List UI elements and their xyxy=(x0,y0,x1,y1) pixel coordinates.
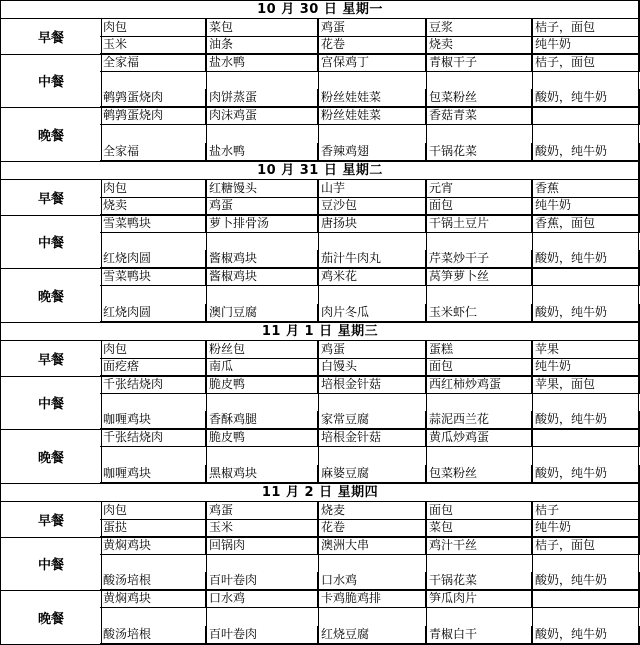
menu-cell: 油条 xyxy=(206,36,318,53)
meal-label-breakfast: 早餐 xyxy=(0,19,102,54)
menu-cell: 干锅花菜 xyxy=(426,143,532,160)
menu-cell: 花卷 xyxy=(318,519,426,536)
column-divider xyxy=(426,19,427,54)
column-divider xyxy=(206,537,207,590)
row-divider xyxy=(100,393,640,394)
menu-cell: 粉丝娃娃菜 xyxy=(318,89,426,106)
menu-cell: 酸奶，纯牛奶 xyxy=(532,465,640,482)
menu-cell: 肉饼蒸蛋 xyxy=(206,89,318,106)
menu-cell: 香菇青菜 xyxy=(426,107,532,124)
column-divider xyxy=(318,268,319,322)
menu-cell: 面包 xyxy=(426,358,532,375)
column-divider xyxy=(206,502,207,537)
menu-cell: 咖喱鸡块 xyxy=(100,411,206,428)
menu-cell: 面包 xyxy=(426,502,532,519)
meal-label-dinner: 晚餐 xyxy=(0,590,102,644)
menu-cell: 鸡汁干丝 xyxy=(426,537,532,554)
menu-cell: 酸奶，纯牛奶 xyxy=(532,411,640,428)
menu-cell: 萝卜排骨汤 xyxy=(206,215,318,232)
meal-label-breakfast: 早餐 xyxy=(0,341,102,376)
meal-label-dinner: 晚餐 xyxy=(0,107,102,161)
menu-cell: 酱椒鸡块 xyxy=(206,268,318,285)
column-divider xyxy=(206,107,207,161)
column-divider xyxy=(426,268,427,322)
menu-cell: 鸡蛋 xyxy=(206,197,318,214)
menu-cell: 玉米 xyxy=(206,519,318,536)
menu-cell: 纯牛奶 xyxy=(532,197,640,214)
column-divider xyxy=(206,19,207,54)
column-divider xyxy=(318,502,319,537)
menu-cell: 澳门豆腐 xyxy=(206,304,318,321)
menu-cell: 桔子，面包 xyxy=(532,537,640,554)
column-divider xyxy=(532,215,533,268)
column-divider xyxy=(318,429,319,483)
menu-cell: 豆浆 xyxy=(426,19,532,36)
menu-cell: 肉包 xyxy=(100,341,206,358)
column-divider xyxy=(426,107,427,161)
menu-cell: 芹菜炒干子 xyxy=(426,250,532,267)
meal-label-dinner: 晚餐 xyxy=(0,268,102,322)
menu-cell: 蛋糕 xyxy=(426,341,532,358)
column-divider xyxy=(318,107,319,161)
menu-cell: 黑椒鸡块 xyxy=(206,465,318,482)
meal-label-breakfast: 早餐 xyxy=(0,502,102,537)
column-divider xyxy=(206,341,207,376)
menu-cell: 千张结烧肉 xyxy=(100,429,206,446)
row-divider xyxy=(100,71,640,72)
menu-cell: 花卷 xyxy=(318,36,426,53)
row-divider xyxy=(100,607,640,608)
column-divider xyxy=(532,54,533,107)
column-divider xyxy=(318,537,319,590)
menu-cell: 酸奶，纯牛奶 xyxy=(532,572,640,589)
menu-cell: 百叶卷肉 xyxy=(206,572,318,589)
menu-cell: 培根金针菇 xyxy=(318,376,426,393)
menu-cell: 纯牛奶 xyxy=(532,358,640,375)
menu-cell: 肉沫鸡蛋 xyxy=(206,107,318,124)
column-divider xyxy=(532,107,533,161)
menu-cell: 鹌鹑蛋烧肉 xyxy=(100,89,206,106)
menu-cell: 白馒头 xyxy=(318,358,426,375)
menu-cell: 香蕉 xyxy=(532,180,640,197)
menu-cell: 酱椒鸡块 xyxy=(206,250,318,267)
menu-cell xyxy=(532,268,640,285)
row-divider xyxy=(100,232,640,233)
menu-cell: 盐水鸭 xyxy=(206,143,318,160)
menu-cell: 全家福 xyxy=(100,54,206,71)
column-divider xyxy=(426,54,427,107)
table-right-border xyxy=(638,0,639,644)
menu-cell: 黄瓜炒鸡蛋 xyxy=(426,429,532,446)
menu-cell: 豆沙包 xyxy=(318,197,426,214)
menu-cell: 唐扬块 xyxy=(318,215,426,232)
menu-cell: 全家福 xyxy=(100,143,206,160)
menu-cell: 黄焖鸡块 xyxy=(100,590,206,607)
menu-cell: 笋瓜肉片 xyxy=(426,590,532,607)
day-heading-wed: 11 月 1 日 星期三 xyxy=(0,322,640,341)
menu-cell: 培根金针菇 xyxy=(318,429,426,446)
menu-cell: 酸奶，纯牛奶 xyxy=(532,250,640,267)
menu-cell: 玉米虾仁 xyxy=(426,304,532,321)
menu-cell: 酸奶，纯牛奶 xyxy=(532,89,640,106)
menu-cell: 桔子，面包 xyxy=(532,54,640,71)
menu-cell: 西红柿炒鸡蛋 xyxy=(426,376,532,393)
menu-cell: 面包 xyxy=(426,197,532,214)
column-divider xyxy=(532,19,533,54)
menu-cell: 雪菜鸭块 xyxy=(100,215,206,232)
menu-cell: 香辣鸡翅 xyxy=(318,143,426,160)
menu-cell: 青椒白干 xyxy=(426,626,532,643)
menu-cell: 咖喱鸡块 xyxy=(100,465,206,482)
column-divider xyxy=(426,429,427,483)
menu-cell: 红烧肉圆 xyxy=(100,250,206,267)
menu-cell: 桔子 xyxy=(532,502,640,519)
column-divider xyxy=(426,376,427,429)
menu-cell: 脆皮鸭 xyxy=(206,429,318,446)
menu-cell: 家常豆腐 xyxy=(318,411,426,428)
menu-cell: 莴笋萝卜丝 xyxy=(426,268,532,285)
menu-cell: 宫保鸡丁 xyxy=(318,54,426,71)
menu-cell: 口水鸡 xyxy=(206,590,318,607)
menu-cell: 澳洲大串 xyxy=(318,537,426,554)
menu-cell: 千张结烧肉 xyxy=(100,376,206,393)
menu-cell: 鹌鹑蛋烧肉 xyxy=(100,107,206,124)
column-divider xyxy=(206,180,207,215)
menu-cell: 红糖馒头 xyxy=(206,180,318,197)
column-divider xyxy=(532,502,533,537)
menu-cell: 红烧豆腐 xyxy=(318,626,426,643)
row-divider xyxy=(100,554,640,555)
column-divider xyxy=(206,215,207,268)
column-divider xyxy=(206,268,207,322)
menu-cell: 烧麦 xyxy=(318,502,426,519)
menu-cell: 百叶卷肉 xyxy=(206,626,318,643)
column-divider xyxy=(532,268,533,322)
menu-cell: 香蕉，面包 xyxy=(532,215,640,232)
column-divider xyxy=(532,376,533,429)
column-divider xyxy=(532,341,533,376)
menu-cell: 苹果 xyxy=(532,341,640,358)
menu-cell: 酸奶，纯牛奶 xyxy=(532,143,640,160)
menu-cell: 回锅肉 xyxy=(206,537,318,554)
meal-label-lunch: 中餐 xyxy=(0,376,102,429)
menu-cell: 鸡蛋 xyxy=(318,341,426,358)
menu-cell: 酸奶，纯牛奶 xyxy=(532,626,640,643)
menu-cell: 青椒干子 xyxy=(426,54,532,71)
column-divider xyxy=(206,429,207,483)
menu-cell: 红烧肉圆 xyxy=(100,304,206,321)
menu-cell xyxy=(532,107,640,124)
menu-cell: 脆皮鸭 xyxy=(206,376,318,393)
menu-cell: 鸡米花 xyxy=(318,268,426,285)
menu-cell: 鸡蛋 xyxy=(206,502,318,519)
column-divider xyxy=(318,341,319,376)
column-divider xyxy=(532,429,533,483)
menu-cell: 烧卖 xyxy=(426,36,532,53)
menu-cell: 酸汤培根 xyxy=(100,572,206,589)
day-heading-mon: 10 月 30 日 星期一 xyxy=(0,0,640,19)
menu-cell: 酸奶，纯牛奶 xyxy=(532,304,640,321)
menu-cell: 卡鸡脆鸡排 xyxy=(318,590,426,607)
column-divider xyxy=(318,54,319,107)
meal-label-lunch: 中餐 xyxy=(0,215,102,268)
column-divider xyxy=(426,180,427,215)
column-divider xyxy=(318,376,319,429)
column-divider xyxy=(426,502,427,537)
menu-cell: 玉米 xyxy=(100,36,206,53)
menu-cell: 菜包 xyxy=(426,519,532,536)
day-heading-thu: 11 月 2 日 星期四 xyxy=(0,483,640,502)
column-divider xyxy=(426,537,427,590)
column-divider xyxy=(318,180,319,215)
menu-cell: 麻婆豆腐 xyxy=(318,465,426,482)
menu-cell: 肉片冬瓜 xyxy=(318,304,426,321)
menu-cell: 酸汤培根 xyxy=(100,626,206,643)
menu-cell: 苹果，面包 xyxy=(532,376,640,393)
meal-label-lunch: 中餐 xyxy=(0,537,102,590)
column-divider xyxy=(206,54,207,107)
row-divider xyxy=(100,124,640,125)
menu-cell: 雪菜鸭块 xyxy=(100,268,206,285)
menu-cell: 口水鸡 xyxy=(318,572,426,589)
menu-cell: 干锅土豆片 xyxy=(426,215,532,232)
menu-cell: 蒜泥西兰花 xyxy=(426,411,532,428)
menu-cell: 肉包 xyxy=(100,502,206,519)
column-divider xyxy=(206,376,207,429)
menu-cell: 肉包 xyxy=(100,19,206,36)
column-divider xyxy=(426,341,427,376)
menu-cell: 纯牛奶 xyxy=(532,36,640,53)
menu-cell: 黄焖鸡块 xyxy=(100,537,206,554)
menu-cell xyxy=(532,429,640,446)
meal-label-lunch: 中餐 xyxy=(0,54,102,107)
menu-cell: 纯牛奶 xyxy=(532,519,640,536)
meal-label-dinner: 晚餐 xyxy=(0,429,102,483)
menu-cell: 盐水鸭 xyxy=(206,54,318,71)
menu-cell: 粉丝包 xyxy=(206,341,318,358)
menu-cell: 菜包 xyxy=(206,19,318,36)
menu-cell: 茄汁牛肉丸 xyxy=(318,250,426,267)
menu-cell xyxy=(532,590,640,607)
column-divider xyxy=(426,215,427,268)
menu-cell: 桔子，面包 xyxy=(532,19,640,36)
menu-cell: 干锅花菜 xyxy=(426,572,532,589)
menu-cell: 面疙瘩 xyxy=(100,358,206,375)
menu-cell: 烧卖 xyxy=(100,197,206,214)
menu-cell: 包菜粉丝 xyxy=(426,89,532,106)
meal-label-breakfast: 早餐 xyxy=(0,180,102,215)
menu-cell: 粉丝娃娃菜 xyxy=(318,107,426,124)
menu-cell: 山芋 xyxy=(318,180,426,197)
menu-cell: 包菜粉丝 xyxy=(426,465,532,482)
row-divider xyxy=(100,446,640,447)
menu-cell: 肉包 xyxy=(100,180,206,197)
day-heading-tue: 10 月 31 日 星期二 xyxy=(0,161,640,180)
menu-cell: 鸡蛋 xyxy=(318,19,426,36)
menu-cell: 蛋挞 xyxy=(100,519,206,536)
menu-cell: 南瓜 xyxy=(206,358,318,375)
menu-cell: 香酥鸡腿 xyxy=(206,411,318,428)
column-divider xyxy=(318,215,319,268)
row-divider xyxy=(100,285,640,286)
menu-cell: 元宵 xyxy=(426,180,532,197)
column-divider xyxy=(532,180,533,215)
column-divider xyxy=(318,19,319,54)
column-divider xyxy=(532,537,533,590)
